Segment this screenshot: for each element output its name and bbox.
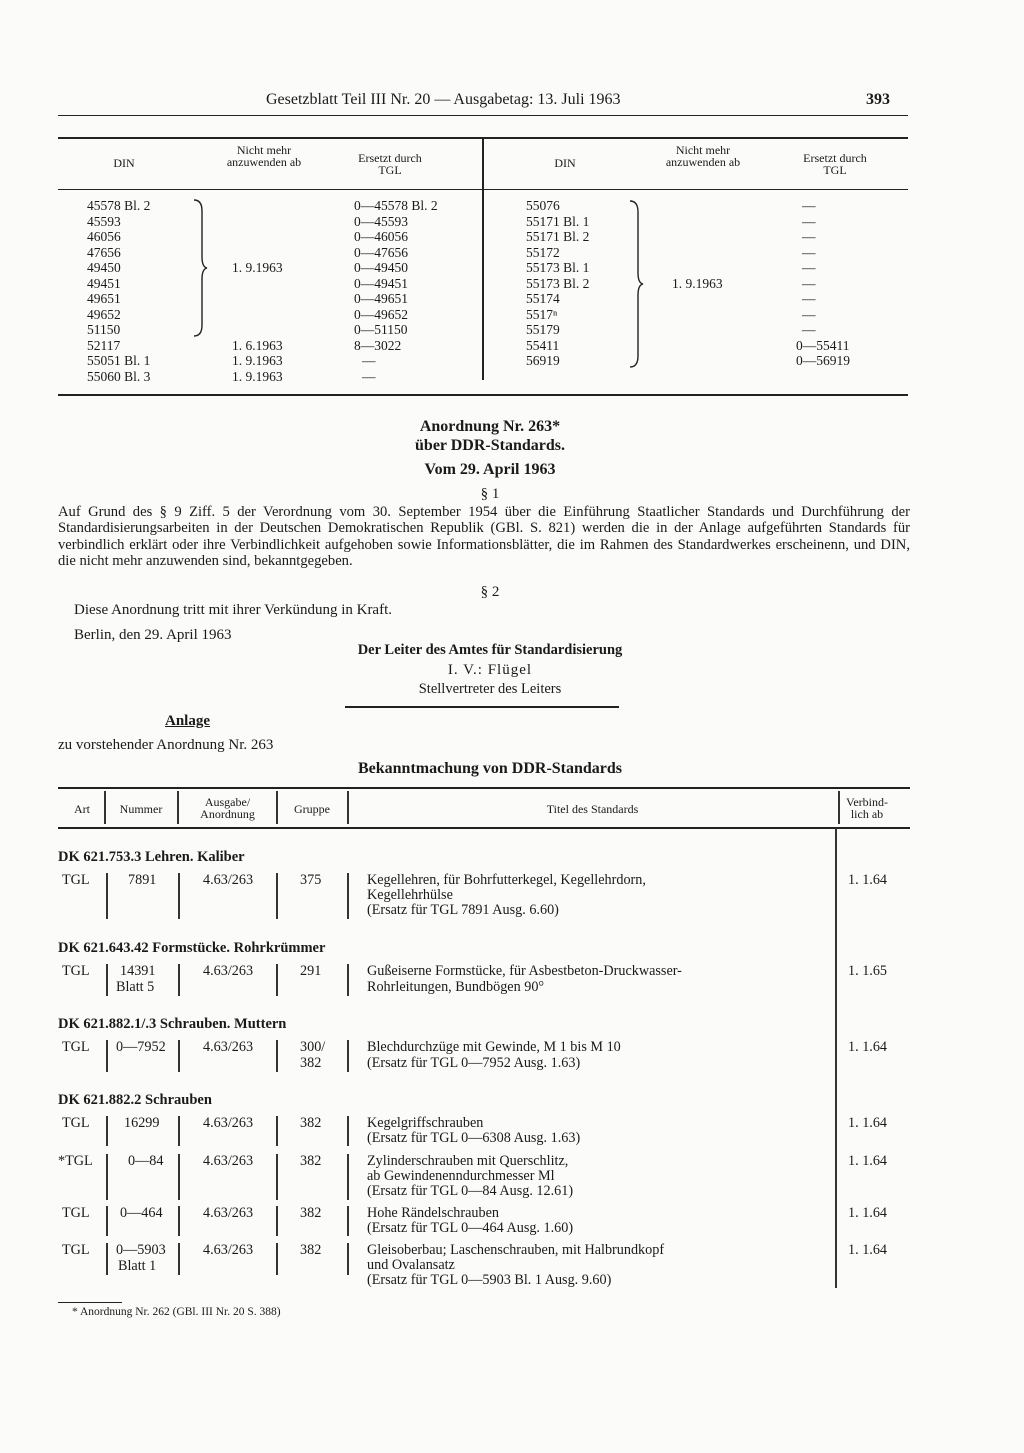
row-divider (178, 1154, 180, 1200)
section-heading: DK 621.882.2 Schrauben (58, 1092, 212, 1108)
verbindlich-cell: 1. 1.65 (848, 963, 888, 979)
col-verbindlich: Verbind-lich ab (846, 795, 888, 821)
row-divider (178, 1040, 180, 1072)
gruppe-cell: 291 (300, 963, 322, 979)
row-divider (276, 1243, 278, 1275)
ersetzt-cell: — (362, 369, 376, 384)
titel-line: Kegelgriffschrauben (367, 1115, 484, 1131)
ersetzt-cell: — (802, 198, 816, 213)
ersetzt-cell: 0—51150 (354, 322, 408, 337)
anlage-table-rule-top (58, 787, 910, 789)
din-cell: 45593 (87, 214, 121, 229)
ausgabe-cell: 4.63/263 (203, 1205, 254, 1221)
signer-name: I. V.: Flügel (447, 662, 533, 678)
nummer-cell: 0—84 (128, 1153, 164, 1169)
row-divider (347, 1206, 349, 1236)
titel-line: (Ersatz für TGL 0—6308 Ausg. 1.63) (367, 1130, 581, 1146)
gruppe-cell: 300/ (300, 1039, 326, 1055)
titel-line: (Ersatz für TGL 0—84 Ausg. 12.61) (367, 1183, 574, 1199)
head-divider (276, 791, 278, 824)
row-divider (347, 1040, 349, 1072)
din-cell: 52117 (87, 338, 121, 353)
anlage-heading: Anlage (165, 713, 210, 729)
place-date: Berlin, den 29. April 1963 (74, 627, 232, 643)
ab-cell: 1. 9.1963 (672, 276, 723, 291)
din-cell: 55172 (526, 245, 560, 260)
footnote-rule (58, 1302, 122, 1303)
gruppe-cell: 382 (300, 1205, 322, 1221)
din-cell: 45578 Bl. 2 (87, 198, 151, 213)
col-titel: Titel des Standards (546, 802, 639, 816)
col-din-right: DIN (554, 156, 576, 170)
row-divider (178, 1206, 180, 1236)
row-divider (347, 873, 349, 919)
anordnung-title: Anordnung Nr. 263* (419, 418, 561, 435)
din-cell: 49450 (87, 260, 121, 275)
verbindlich-divider (835, 828, 837, 1288)
anlage-subheading: zu vorstehender Anordnung Nr. 263 (58, 737, 274, 753)
art-cell: TGL (62, 1205, 90, 1221)
verbindlich-cell: 1. 1.64 (848, 1039, 888, 1055)
ersetzt-cell: 0—49651 (354, 291, 408, 306)
col-ersetzt-right: Ersetzt durch TGL (803, 151, 867, 177)
titel-line: Zylinderschrauben mit Querschlitz, (367, 1153, 569, 1169)
ersetzt-cell: 0—45578 Bl. 2 (354, 198, 438, 213)
ersetzt-cell: 0—46056 (354, 229, 408, 244)
row-divider (347, 1154, 349, 1200)
ersetzt-cell: 8—3022 (354, 338, 402, 353)
din-cell: 55051 Bl. 1 (87, 353, 151, 368)
verbindlich-cell: 1. 1.64 (848, 1153, 888, 1169)
titel-line: Rohrleitungen, Bundbögen 90° (367, 979, 545, 995)
row-divider (106, 964, 108, 996)
head-divider (838, 791, 840, 824)
row-divider (276, 1116, 278, 1146)
titel-line: (Ersatz für TGL 7891 Ausg. 6.60) (367, 902, 559, 918)
col-nicht-mehr-right: Nicht mehr anzuwenden ab (665, 143, 741, 169)
din-cell: 55174 (526, 291, 560, 306)
row-divider (178, 964, 180, 996)
din-cell: 55173 Bl. 1 (526, 260, 590, 275)
ersetzt-cell: — (362, 353, 376, 368)
titel-line: und Ovalansatz (367, 1257, 455, 1273)
gruppe-cell: 375 (300, 872, 322, 888)
col-nummer: Nummer (119, 802, 163, 816)
din-cell: 55171 Bl. 1 (526, 214, 590, 229)
nummer-cell-2: Blatt 5 (116, 979, 155, 995)
titel-line: Kegellehren, für Bohrfutterkegel, Kegellehrdorn, (367, 872, 646, 888)
verbindlich-cell: 1. 1.64 (848, 872, 888, 888)
ab-cell: 1. 9.1963 (232, 369, 283, 384)
titel-line: ab Gewindenenndurchmesser Ml (367, 1168, 555, 1184)
ausgabe-cell: 4.63/263 (203, 1115, 254, 1131)
col-ersetzt-left: Ersetzt durch TGL (358, 151, 422, 177)
ausgabe-cell: 4.63/263 (203, 1242, 254, 1258)
gruppe-cell: 382 (300, 1242, 322, 1258)
ersetzt-cell: 0—49652 (354, 307, 408, 322)
header-rule (58, 115, 908, 116)
ersetzt-cell: 0—49450 (354, 260, 408, 275)
nummer-cell: 0—464 (120, 1205, 163, 1221)
row-divider (347, 1243, 349, 1275)
ersetzt-cell: — (802, 322, 816, 337)
nummer-cell: 14391 (120, 963, 156, 979)
ersetzt-cell: 0—56919 (796, 353, 850, 368)
ersetzt-cell: 0—45593 (354, 214, 408, 229)
row-divider (347, 1116, 349, 1146)
col-nicht-mehr-left: Nicht mehr anzuwenden ab (226, 143, 302, 169)
signature-rule (345, 706, 619, 708)
section-heading: DK 621.882.1/.3 Schrauben. Muttern (58, 1016, 287, 1032)
paragraph-1-text: Auf Grund des § 9 Ziff. 5 der Verordnung vom 30. September 1954 über die Einführung Staatlicher Standards und Durchführung der Standardisierungsarbeiten in der Deutschen Demokratischen Republik (GBl. S. 821) werden die in der Anlage aufgeführten Standards für verbindlich erklärt oder ihre Verbindlichkeit aufgehoben sowie Informationsblätter, die im Rahmen des Standardwerkes erscheinenn, und DIN, die nicht mehr anzuwenden sind, bekanntgegeben. (58, 504, 910, 569)
art-cell: TGL (62, 872, 90, 888)
din-cell: 46056 (87, 229, 121, 244)
row-divider (106, 1116, 108, 1146)
signer-role: Stellvertreter des Leiters (418, 681, 562, 697)
brace-right (628, 200, 644, 368)
top-table-divider (482, 137, 484, 380)
din-cell: 55411 (526, 338, 560, 353)
verbindlich-cell: 1. 1.64 (848, 1205, 888, 1221)
titel-line: Gleisoberbau; Laschenschrauben, mit Halbrundkopf (367, 1242, 665, 1258)
ersetzt-cell: — (802, 260, 816, 275)
anordnung-date: Vom 29. April 1963 (424, 461, 556, 478)
titel-line: (Ersatz für TGL 0—5903 Bl. 1 Ausg. 9.60) (367, 1272, 612, 1288)
col-art: Art (74, 802, 90, 816)
anordnung-subtitle: über DDR-Standards. (415, 437, 565, 454)
row-divider (106, 1040, 108, 1072)
ersetzt-cell: — (802, 245, 816, 260)
art-cell: TGL (62, 1039, 90, 1055)
row-divider (178, 1116, 180, 1146)
row-divider (106, 1154, 108, 1200)
row-divider (276, 873, 278, 919)
head-divider (347, 791, 349, 824)
din-cell: 55060 Bl. 3 (87, 369, 151, 384)
row-divider (178, 1243, 180, 1275)
ersetzt-cell: — (802, 307, 816, 322)
brace-left (192, 199, 208, 337)
art-cell: TGL (62, 1115, 90, 1131)
ersetzt-cell: 0—49451 (354, 276, 408, 291)
ersetzt-cell: — (802, 229, 816, 244)
signer-title: Der Leiter des Amtes für Standardisierung (357, 642, 623, 658)
section-heading: DK 621.753.3 Lehren. Kaliber (58, 849, 245, 865)
titel-line: Blechdurchzüge mit Gewinde, M 1 bis M 10 (367, 1039, 621, 1055)
nummer-cell: 16299 (124, 1115, 160, 1131)
row-divider (276, 1206, 278, 1236)
titel-line: (Ersatz für TGL 0—464 Ausg. 1.60) (367, 1220, 574, 1236)
din-cell: 47656 (87, 245, 121, 260)
ausgabe-cell: 4.63/263 (203, 1039, 254, 1055)
din-cell: 55179 (526, 322, 560, 337)
top-table-rule-bottom (58, 394, 908, 396)
section-heading: DK 621.643.42 Formstücke. Rohrkrümmer (58, 940, 326, 956)
ersetzt-cell: — (802, 291, 816, 306)
ausgabe-cell: 4.63/263 (203, 1153, 254, 1169)
row-divider (276, 964, 278, 996)
din-cell: 51150 (87, 322, 121, 337)
row-divider (276, 1040, 278, 1072)
gruppe-cell: 382 (300, 1115, 322, 1131)
din-cell: 49651 (87, 291, 121, 306)
din-cell: 49652 (87, 307, 121, 322)
ersetzt-cell: 0—47656 (354, 245, 408, 260)
art-cell: *TGL (58, 1153, 93, 1169)
din-cell: 55173 Bl. 2 (526, 276, 590, 291)
titel-line: (Ersatz für TGL 0—7952 Ausg. 1.63) (367, 1055, 581, 1071)
din-cell: 49451 (87, 276, 121, 291)
paragraph-1-heading: § 1 (480, 486, 500, 502)
running-header: Gesetzblatt Teil III Nr. 20 — Ausgabetag: 13. Juli 1963 (266, 91, 621, 108)
col-din-left: DIN (113, 156, 135, 170)
paragraph-2-text: Diese Anordnung tritt mit ihrer Verkündung in Kraft. (74, 602, 393, 618)
bekanntmachung-title: Bekanntmachung von DDR-Standards (357, 760, 623, 777)
din-cell: 5517ⁿ (526, 307, 558, 322)
row-divider (106, 1206, 108, 1236)
art-cell: TGL (62, 1242, 90, 1258)
verbindlich-cell: 1. 1.64 (848, 1242, 888, 1258)
gruppe-cell-2: 382 (300, 1055, 322, 1071)
verbindlich-cell: 1. 1.64 (848, 1115, 888, 1131)
row-divider (106, 1243, 108, 1275)
ersetzt-cell: — (802, 214, 816, 229)
row-divider (276, 1154, 278, 1200)
nummer-cell: 0—5903 (116, 1242, 166, 1258)
page-number: 393 (866, 91, 890, 108)
din-cell: 55171 Bl. 2 (526, 229, 590, 244)
ersetzt-cell: — (802, 276, 816, 291)
din-cell: 55076 (526, 198, 560, 213)
titel-line: Kegellehrhülse (367, 887, 453, 903)
head-divider (177, 791, 179, 824)
gruppe-cell: 382 (300, 1153, 322, 1169)
paragraph-2-heading: § 2 (480, 584, 500, 600)
ausgabe-cell: 4.63/263 (203, 872, 254, 888)
ersetzt-cell: 0—55411 (796, 338, 850, 353)
ab-cell: 1. 9.1963 (232, 353, 283, 368)
row-divider (106, 873, 108, 919)
anlage-table-rule-head (58, 827, 910, 829)
din-cell: 56919 (526, 353, 560, 368)
titel-line: Hohe Rändelschrauben (367, 1205, 499, 1221)
ab-cell: 1. 9.1963 (232, 260, 283, 275)
titel-line: Gußeiserne Formstücke, für Asbestbeton-Druckwasser- (367, 963, 682, 979)
row-divider (178, 873, 180, 919)
ausgabe-cell: 4.63/263 (203, 963, 254, 979)
footnote: * Anordnung Nr. 262 (GBl. III Nr. 20 S. 388) (72, 1306, 281, 1318)
col-gruppe: Gruppe (294, 802, 330, 816)
ab-cell: 1. 6.1963 (232, 338, 283, 353)
nummer-cell: 7891 (128, 872, 157, 888)
art-cell: TGL (62, 963, 90, 979)
col-ausgabe: Ausgabe/ Anordnung (200, 795, 255, 821)
row-divider (347, 964, 349, 996)
nummer-cell: 0—7952 (116, 1039, 166, 1055)
nummer-cell-2: Blatt 1 (118, 1258, 157, 1274)
